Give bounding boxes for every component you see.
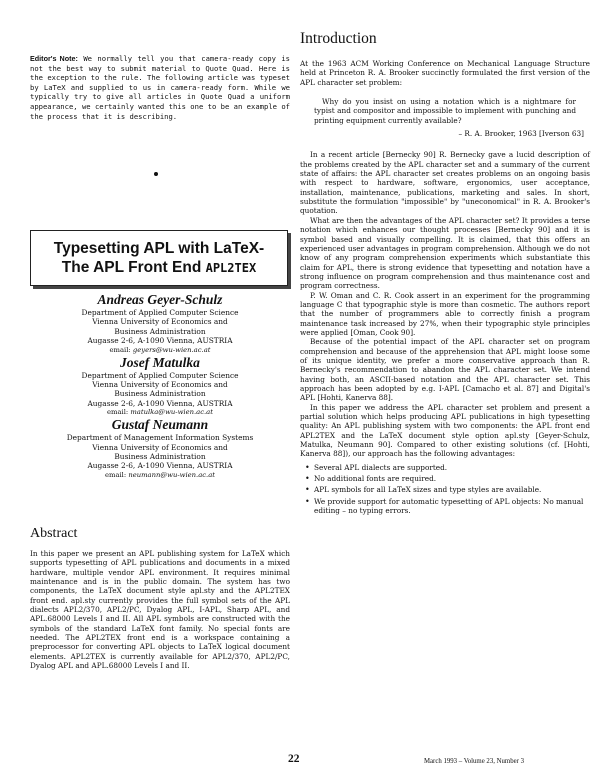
intro-paragraph: Because of the potential impact of the APL character set on program comprehension and because of the apprehension that APL might loose some of its unique identity, we prefer a more conservative approach than R. Bernecky's recommendation to abandon the APL character set. We intend having both, an ASCII-based notation and the APL character set. This approach has been adopted by e.g. I-APL [Camacho et al. 87] and Digital's APL [Hohti, Kanerva 88].	[300, 337, 590, 403]
author-affiliation-line: Business Administration	[114, 326, 206, 336]
email-label: email:	[109, 345, 131, 354]
intro-paragraph: In a recent article [Bernecky 90] R. Bernecky gave a lucid description of the problems created by the APL character set and a summary of the current state of affairs: the APL character set creates problems on an ongoing basis with respect to hardware, software, ergonomics, user acceptance, installation, maintenance, publications, marketing and sales. In short, substitute the formulation "impossible" by "uneconomical" in R. A. Brooker's quotation.	[300, 150, 590, 216]
editor-note-label: Editor's Note:	[30, 54, 78, 63]
author-affiliation-line: Business Administration	[114, 452, 206, 462]
list-item: • Several APL dialects are supported.	[314, 463, 590, 472]
list-item: • APL symbols for all LaTeX sizes and type styles are available.	[314, 485, 590, 494]
article-title-line2	[31, 258, 287, 278]
author-email	[30, 471, 290, 480]
page-number: 22	[288, 753, 300, 765]
email-address: neumann@wu-wien.ac.at	[128, 470, 216, 479]
author-name: Josef Matulka	[120, 354, 200, 370]
author-affiliation-line: Department of Applied Computer Science	[81, 308, 239, 317]
author-affiliation-line: Augasse 2-6, A-1090 Vienna, AUSTRIA	[87, 461, 233, 471]
author-name: Gustaf Neumann	[111, 417, 209, 433]
author-block	[30, 292, 290, 355]
author-affiliation-line: Vienna University of Economics and	[92, 442, 228, 452]
author-affiliation-line: Vienna University of Economics and	[92, 380, 228, 390]
advantages-list	[300, 463, 590, 516]
author-affiliation-line: Department of Applied Computer Science	[81, 370, 239, 380]
list-item: • We provide support for automatic typesetting of APL objects: No manual editing – no typing errors.	[314, 497, 590, 516]
intro-paragraph: What are then the advantages of the APL character set? It provides a terse notation which enhances our thought processes [Bernecky 90] and it is symbol based and visually compelling. It is claimed, that this offers an experienced user advantages in program comprehension. Although we do not know of any program comprehension experiments which substantiate this claim for APL, there is strong evidence that typesetting and notation have a strong influence on program comprehension and thus maintenance cost and program correctness.	[300, 215, 590, 291]
author-affiliation-line: Vienna University of Economics and	[92, 317, 228, 327]
email-label: email:	[107, 408, 129, 417]
block-quote: Why do you insist on using a notation which is a nightmare for typist and compositor and impossible to implement with punching and printing equipment currently available?	[314, 97, 576, 125]
author-email	[30, 408, 290, 417]
left-column	[30, 54, 290, 121]
author-affiliation-line: Department of Management Information Systems	[66, 433, 254, 443]
author-name: Andreas Geyer-Schulz	[97, 292, 223, 307]
author-affiliation-line: Augasse 2-6, A-1090 Vienna, AUSTRIA	[87, 398, 233, 408]
editor-note-text: We normally tell you that camera-ready copy is not the best way to submit material to Quote Quad. Here is the exception to the rule. The following article was typeset by LaTeX and supplied to us in camera-ready form. While we typically try to give all articles in Quote Quad a uniform appearance, we certainly wanted this one to be an example of the process that it is describing.	[30, 54, 290, 121]
introduction-heading: Introduction	[300, 30, 377, 47]
intro-paragraph: In this paper we address the APL character set problem and present a partial solution which helps producing APL publications in high typesetting quality: An APL publishing system with two components: the APL front end APL2TEX and the LaTeX document style option apl.sty [Geyer-Schulz, Matulka, Neumann 90]. Compared to other existing solutions (cf. [Hohti, Kanerva 88]), our approach has the following advantages:	[300, 402, 590, 459]
right-column	[300, 30, 590, 517]
email-address: matulka@wu-wien.ac.at	[130, 408, 213, 417]
author-block	[30, 417, 290, 480]
quote-attribution: – R. A. Brooker, 1963 [Iverson 63]	[458, 129, 584, 139]
abstract-text: In this paper we present an APL publishing system for LaTeX which supports typesetting of APL publications and documents in a mixed hardware, multiple vendor APL environment. It requires minimal maintenance and is in the public domain. The system has two components, the LaTeX document style apl.sty and the APL2TEX front end. apl.sty currently provides the full symbol sets of the APL dialects APL2/370, APL2/PC, Dyalog APL, I-APL, Sharp APL, and APL.68000 Levels I and II. All APL symbols are constructed with the symbols of the standard LaTeX font family. No special fonts are needed. The APL2TEX front end is a workspace containing a preprocessor for converting APL objects to LaTeX logical document elements. APL2TEX is currently available for APL2/370, APL2/PC, Dyalog APL and APL.68000 Levels I and II.	[30, 549, 290, 671]
email-label: email:	[104, 470, 127, 479]
list-item: • No additional fonts are required.	[314, 474, 590, 483]
author-list	[30, 292, 290, 480]
author-affiliation-line: Business Administration	[114, 389, 206, 399]
intro-paragraph: P. W. Oman and C. R. Cook assert in an experiment for the programming language C that typographic style is more than cosmetic. The authors report that the number of programmers able to correctly finish a program maintenance task increased by 27%, when their typographic style principles were applied [Oman, Cook 90].	[300, 290, 590, 337]
issue-footer: March 1993 – Volume 23, Number 3	[424, 758, 524, 765]
abstract-heading: Abstract	[30, 526, 78, 541]
article-title-box	[30, 230, 288, 286]
article-title-line2-text: The APL Front End	[61, 259, 202, 276]
article-title-line1: Typesetting APL with LaTeX-	[53, 240, 265, 257]
author-email	[30, 346, 290, 355]
article-title-code: APL2TEX	[205, 261, 257, 275]
author-block	[30, 355, 290, 418]
author-affiliation-line: Augasse 2-6, A-1090 Vienna, AUSTRIA	[87, 336, 233, 346]
intro-paragraph: At the 1963 ACM Working Conference on Mechanical Language Structure held at Princeton R. A. Brooker succinctly formulated the first version of the APL character set problem:	[300, 59, 590, 87]
email-address: geyers@wu-wien.ac.at	[132, 345, 211, 354]
editor-note	[30, 54, 290, 121]
section-divider-dot	[154, 172, 158, 176]
